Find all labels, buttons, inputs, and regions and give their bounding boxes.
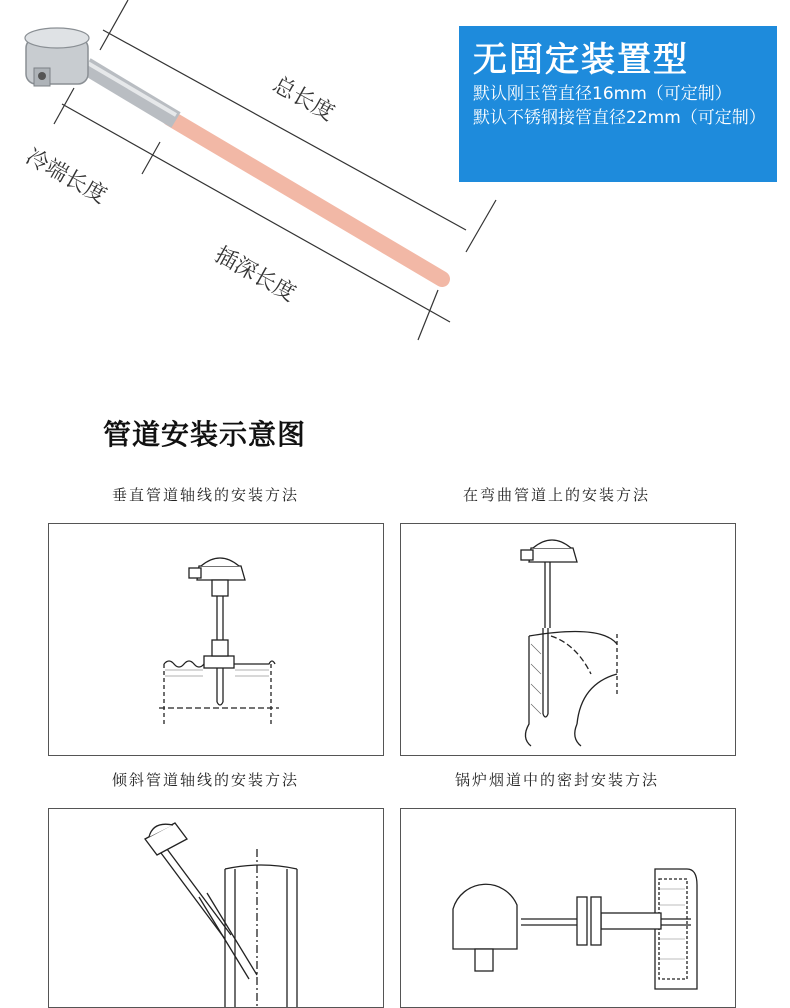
panel-boiler — [400, 808, 736, 1008]
caption-elbow: 在弯曲管道上的安装方法 — [463, 486, 651, 504]
vertical-pipe-install-diagram — [49, 524, 384, 756]
caption-boiler: 锅炉烟道中的密封安装方法 — [455, 771, 660, 789]
steel-pipe — [86, 66, 176, 120]
junction-box-head — [25, 28, 89, 86]
insertion-length-label: 插深长度 — [210, 242, 300, 307]
boiler-flue-install-diagram — [401, 809, 736, 1008]
cold-end-length-label: 冷端长度 — [21, 144, 111, 209]
product-hero — [0, 0, 790, 380]
callout-line-1: 默认刚玉管直径16mm（可定制） — [473, 84, 732, 104]
panel-inclined — [48, 808, 384, 1008]
total-length-label: 总长度 — [268, 72, 339, 127]
callout-title: 无固定装置型 — [473, 40, 689, 80]
elbow-pipe-install-diagram — [401, 524, 736, 756]
inclined-pipe-install-diagram — [49, 809, 384, 1008]
spec-callout — [459, 26, 777, 182]
section-title: 管道安装示意图 — [103, 418, 307, 451]
panel-elbow — [400, 523, 736, 756]
caption-inclined: 倾斜管道轴线的安装方法 — [112, 771, 300, 789]
caption-vertical: 垂直管道轴线的安装方法 — [112, 486, 300, 504]
callout-line-2: 默认不锈钢接管直径22mm（可定制） — [473, 108, 766, 128]
panel-vertical — [48, 523, 384, 756]
